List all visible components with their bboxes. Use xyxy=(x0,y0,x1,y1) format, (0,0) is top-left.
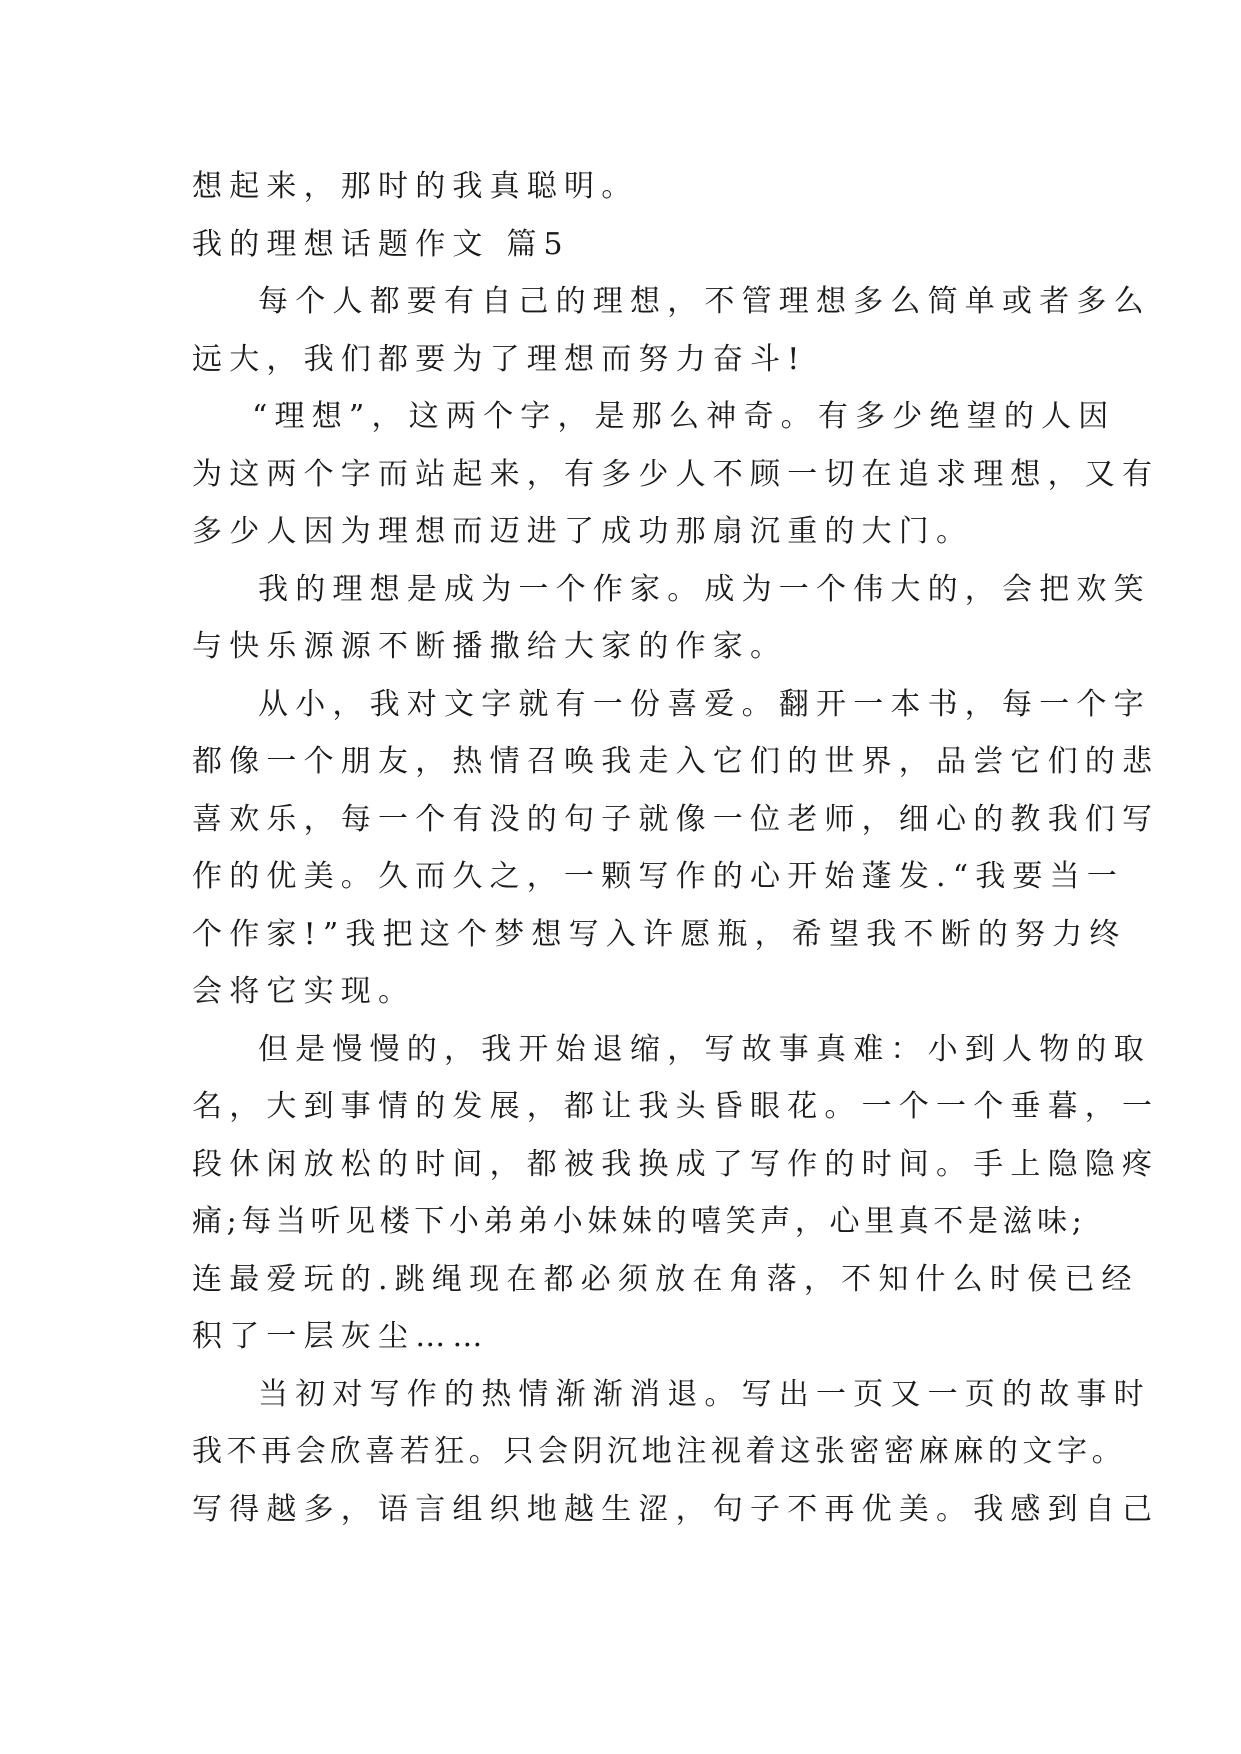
paragraph-line: 会将它实现。 xyxy=(192,974,416,1009)
paragraph-line: 喜欢乐，每一个有没的句子就像一位老师，细心的教我们写 xyxy=(192,801,1160,837)
paragraph-line: 与快乐源源不断播撒给大家的作家。 xyxy=(192,629,788,664)
paragraph-line: 痛;每当听见楼下小弟弟小妹妹的嘻笑声，心里真不是滋味; xyxy=(192,1204,1087,1239)
paragraph-line: 连最爱玩的.跳绳现在都必须放在角落，不知什么时侯已经 xyxy=(192,1261,1139,1297)
paragraph-line: 积了一层灰尘…… xyxy=(192,1319,490,1354)
paragraph-line: 作的优美。久而久之，一颗写作的心开始蓬发.“我要当一 xyxy=(192,859,1125,894)
paragraph-line: 多少人因为理想而迈进了成功那扇沉重的大门。 xyxy=(192,514,974,549)
paragraph-line: 名，大到事情的发展，都让我头昏眼花。一个一个垂暮，一 xyxy=(192,1089,1160,1124)
paragraph-line: 写得越多，语言组织地越生涩，句子不再优美。我感到自己 xyxy=(192,1491,1160,1527)
text-line: 想起来，那时的我真聪明。 xyxy=(192,169,639,204)
paragraph-line: 个作家!”我把这个梦想写入许愿瓶，希望我不断的努力终 xyxy=(192,916,1127,952)
paragraph-line: 每个人都要有自己的理想，不管理想多么简单或者多么 xyxy=(258,284,1151,319)
section-title: 我的理想话题作文 篇5 xyxy=(192,226,570,262)
text-body xyxy=(192,158,1160,1538)
paragraph-line: “理想”，这两个字，是那么神奇。有多少绝望的人因 xyxy=(252,399,1116,434)
paragraph-line: 段休闲放松的时间，都被我换成了写作的时间。手上隐隐疼 xyxy=(192,1146,1160,1182)
paragraph-line: 当初对写作的热情渐渐消退。写出一页又一页的故事时 xyxy=(258,1376,1151,1412)
paragraph-line: 为这两个字而站起来，有多少人不顾一切在追求理想，又有 xyxy=(192,456,1160,492)
paragraph-line: 远大，我们都要为了理想而努力奋斗! xyxy=(192,341,807,377)
paragraph-line: 都像一个朋友，热情召唤我走入它们的世界，品尝它们的悲 xyxy=(192,744,1160,779)
paragraph-line: 但是慢慢的，我开始退缩，写故事真难：小到人物的取 xyxy=(258,1031,1151,1067)
paragraph-line: 从小，我对文字就有一份喜爱。翻开一本书，每一个字 xyxy=(258,686,1151,722)
paragraph-line: 我不再会欣喜若狂。只会阴沉地注视着这张密密麻麻的文字。 xyxy=(192,1434,1127,1469)
paragraph-line: 我的理想是成为一个作家。成为一个伟大的，会把欢笑 xyxy=(258,571,1151,607)
